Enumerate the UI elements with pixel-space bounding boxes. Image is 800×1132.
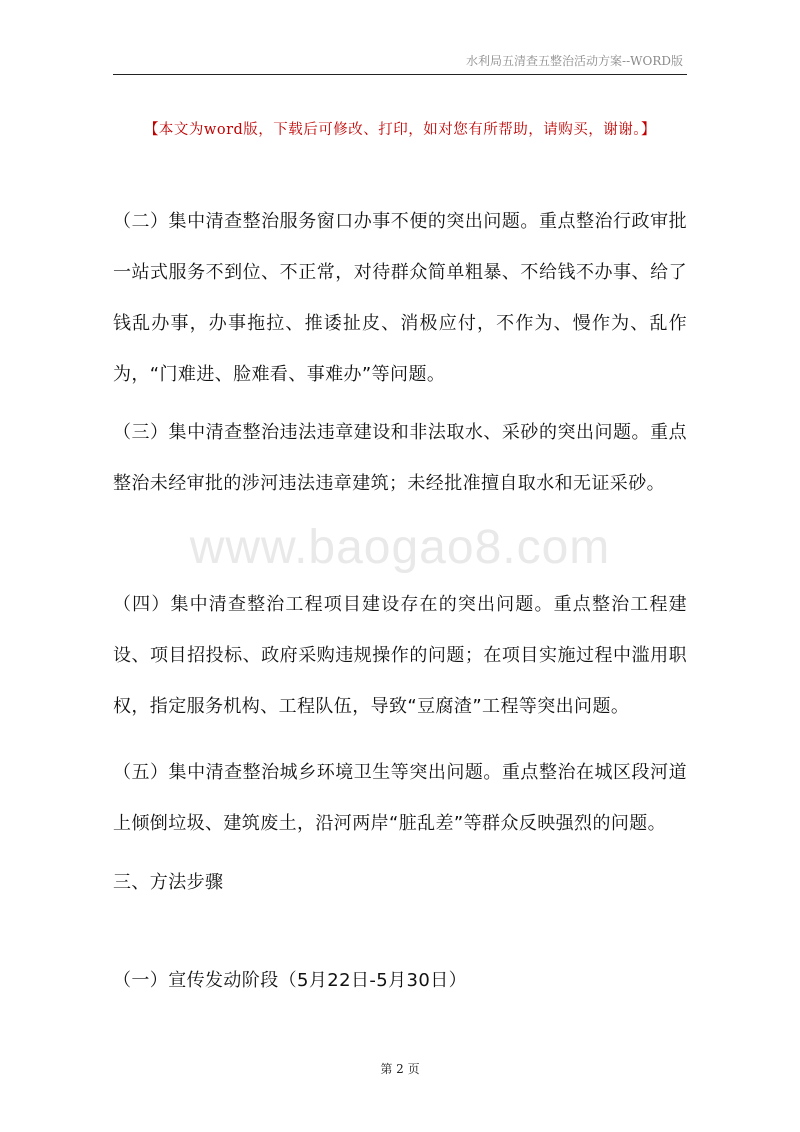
paragraph-item-2: （二）集中清查整治服务窗口办事不便的突出问题。重点整治行政审批一站式服务不到位、不正常，对待群众简单粗暴、不给钱不办事、给了钱乱办事，办事拖拉、推诿扯皮、消极应付，不作为、慢作为、乱作为，“门难进、脸难看、事难办”等问题。 — [113, 211, 687, 385]
paragraph-item-4: （四）集中清查整治工程项目建设存在的突出问题。重点整治工程建设、项目招投标、政府采购违规操作的问题；在项目实施过程中滥用职权，指定服务机构、工程队伍，导致“豆腐渣”工程等突出问题。 — [113, 594, 687, 717]
header-title: 水利局五清查五整治活动方案--WORD版 — [466, 54, 683, 68]
section-heading: 三、方法步骤 — [113, 872, 224, 893]
page-number: 第 2 页 — [380, 1062, 420, 1076]
paragraph-item-5: （五）集中清查整治城乡环境卫生等突出问题。重点整治在城区段河道上倾倒垃圾、建筑废土，沿河两岸“脏乱差”等群众反映强烈的问题。 — [113, 762, 687, 834]
paragraph-item-3: （三）集中清查整治违法违章建设和非法取水、采砂的突出问题。重点整治未经审批的涉河违法违章建筑；未经批准擅自取水和无证采砂。 — [113, 422, 687, 494]
subsection-heading: （一）宣传发动阶段（5月22日-5月30日） — [113, 970, 468, 991]
download-notice: 【本文为word版，下载后可修改、打印，如对您有所帮助，请购买，谢谢。】 — [143, 122, 657, 138]
watermark: www.baogao8.com — [189, 521, 611, 574]
header-divider — [113, 74, 687, 75]
